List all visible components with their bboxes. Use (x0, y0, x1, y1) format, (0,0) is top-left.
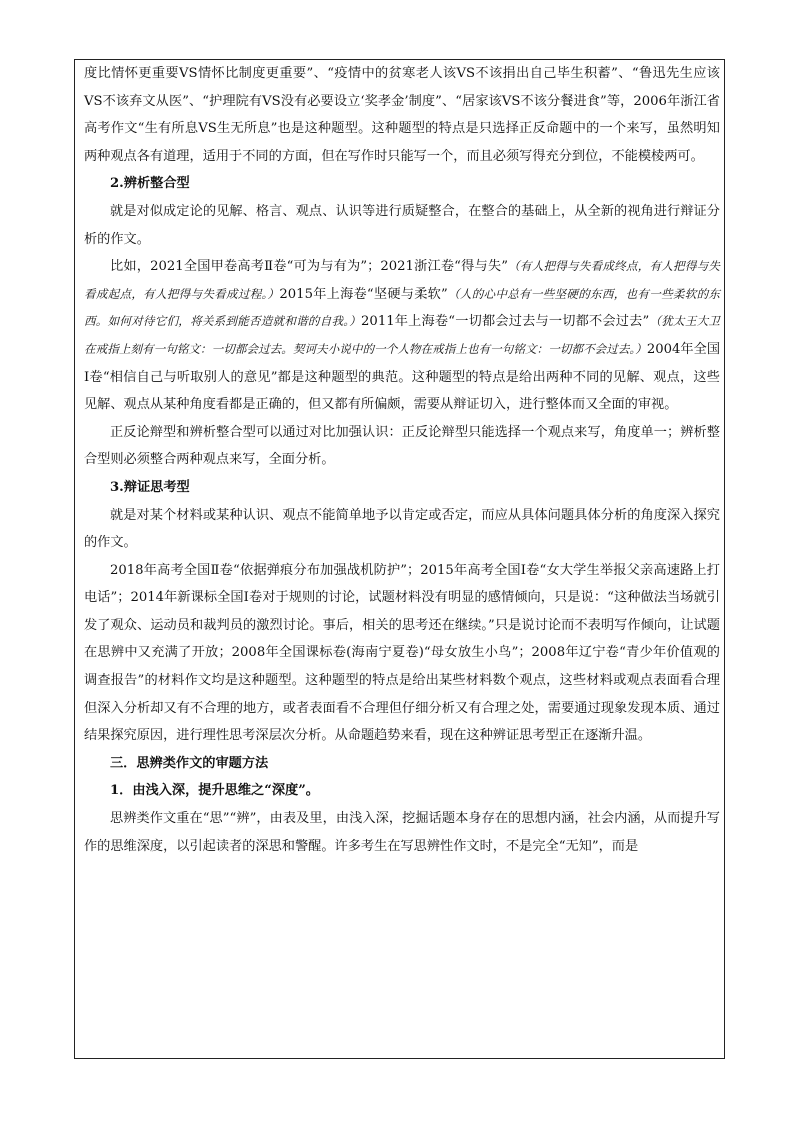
paragraph-examples-2: 比如，2021全国甲卷高考Ⅱ卷“可为与有为”；2021浙江卷“得与失”（有人把得与失看成终点，有人把得与失看成起点，有人把得与失看成过程。）2015年上海卷“坚硬与柔软”（人的心中总有一些坚硬的东西，也有一些柔软的东西。如何对待它们，将关系到能否造就和谐的自我。）2011年上海卷“一切都会过去与一切都不会过去”（犹太王大卫在戒指上刻有一句铭文：一切都会过去。契诃夫小说中的一个人物在戒指上也有一句铭文：一切都不会过去。）2004年全国Ⅰ卷“相信自己与听取别人的意见”都是这种题型的典范。这种题型的特点是给出两种不同的见解、观点，这些见解、观点从某种角度看都是正确的，但又都有所偏颇，需要从辩证切入，进行整体而又全面的审视。 (84, 259, 721, 413)
document-body (84, 60, 720, 860)
paragraph-comparison: 正反论辩型和辨析整合型可以通过对比加强认识：正反论辩型只能选择一个观点来写，角度单一；辨析整合型则必须整合两种观点来写，全面分析。 (84, 424, 720, 468)
paragraph-examples-3: 2018年高考全国Ⅱ卷“依据弹痕分布加强战机防护”；2015年高考全国Ⅰ卷“女大学生举报父亲高速路上打电话”；2014年新课标全国Ⅰ卷对于规则的讨论，试题材料没有明显的感情倾向，只是说：“这种做法当场就引发了观众、运动员和裁判员的激烈讨论。事后，相关的思考还在继续。”只是说讨论而不表明写作倾向，让试题在思辨中又充满了开放；2008年全国课标卷(海南宁夏卷)“母女放生小鸟”；2008年辽宁卷“青少年价值观的调查报告”的材料作文均是这种题型。这种题型的特点是给出某些材料数个观点，这些材料或观点表面看合理但深入分析却又有不合理的地方，或者表面看不合理但仔细分析又有合理之处，需要通过现象发现本质、通过结果探究原因，进行理性思考深层次分析。从命题趋势来看，现在这种辨证思考型正在逐渐升温。 (84, 562, 720, 744)
heading-bianxi-zhenghe: 2.辨析整合型 (110, 176, 190, 192)
heading-method-1: 1．由浅入深，提升思维之“深度”。 (110, 783, 319, 799)
paragraph-definition-2: 就是对似成定论的见解、格言、观点、认识等进行质疑整合，在整合的基础上，从全新的视角进行辩证分析的作文。 (84, 203, 720, 247)
paragraph-method-1: 思辨类作文重在“思”“辨”，由表及里，由浅入深，挖掘话题本身存在的思想内涵，社会内涵，从而提升写作的思维深度，以引起读者的深思和警醒。许多考生在写思辨性作文时，不是完全“无知”，而是 (84, 811, 720, 854)
paragraph-continuation: 度比情怀更重要VS情怀比制度更重要”、“疫情中的贫寒老人该VS不该捐出自己毕生积蓄”、“鲁迅先生应该VS不该弃文从医”、“护理院有VS没有必要设立‘奖孝金’制度”、“居家该VS不该分餐进食”等，2006年浙江省高考作文“生有所息VS生无所息”也是这种题型。这种题型的特点是只选择正反命题中的一个来写，虽然明知两种观点各有道理，适用于不同的方面，但在写作时只能写一个，而且必须写得充分到位，不能模棱两可。 (84, 66, 720, 164)
heading-section-3: 三．思辨类作文的审题方法 (110, 755, 269, 771)
heading-bianzheng-sikao: 3.辩证思考型 (110, 479, 190, 495)
paragraph-definition-3: 就是对某个材料或某种认识、观点不能简单地予以肯定或否定，而应从具体问题具体分析的角度深入探究的作文。 (84, 507, 720, 551)
